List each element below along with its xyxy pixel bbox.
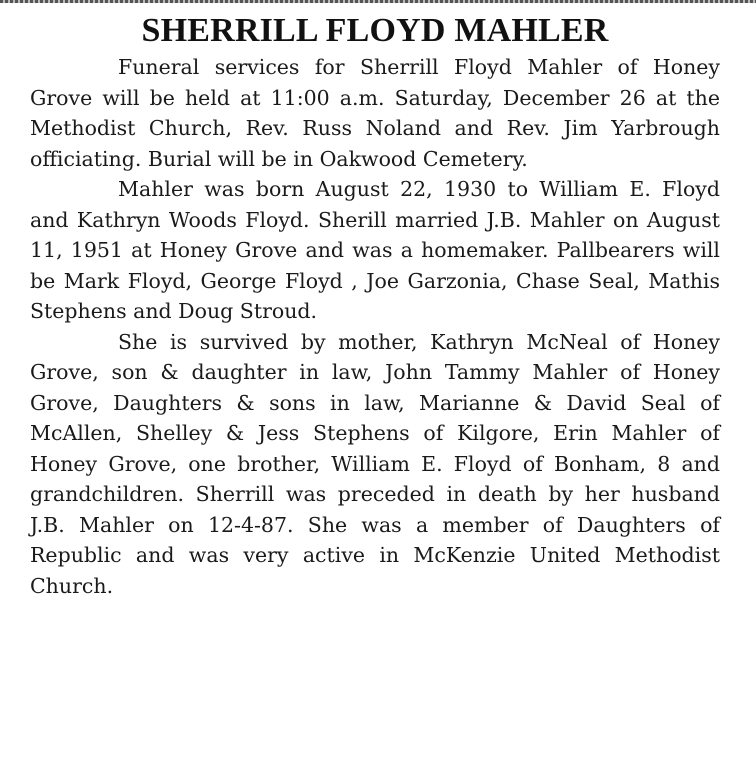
clipping-top-edge bbox=[0, 0, 756, 3]
biography-paragraph: Mahler was born August 22, 1930 to William E. Floyd and Kathryn Woods Floyd. Sherill married J.B. Mahler on August 11, 1951 at Honey Grove and was a homemaker. Pallbearers will be Mark Floyd, George Floyd , Joe Garzonia, Chase Seal, Mathis Stephens and Doug Stroud. bbox=[30, 177, 720, 323]
obituary-clipping bbox=[30, 10, 720, 601]
funeral-services-paragraph: Funeral services for Sherrill Floyd Mahler of Honey Grove will be held at 11:00 a.m. Saturday, December 26 at the Methodist Church, Rev. Russ Noland and Rev. Jim Yarbrough officiating. Burial will be in Oakwood Cemetery. bbox=[30, 55, 720, 171]
survivors-paragraph: She is survived by mother, Kathryn McNeal of Honey Grove, son & daughter in law, John Tammy Mahler of Honey Grove, Daughters & sons in law, Marianne & David Seal of McAllen, Shelley & Jess Stephens of Kilgore, Erin Mahler of Honey Grove, one brother, William E. Floyd of Bonham, 8 and grandchildren. Sherrill was preceded in death by her husband J.B. Mahler on 12-4-87. She was a member of Daughters of Republic and was very active in McKenzie United Methodist Church. bbox=[30, 329, 720, 598]
obituary-title: SHERRILL FLOYD MAHLER bbox=[141, 12, 609, 49]
